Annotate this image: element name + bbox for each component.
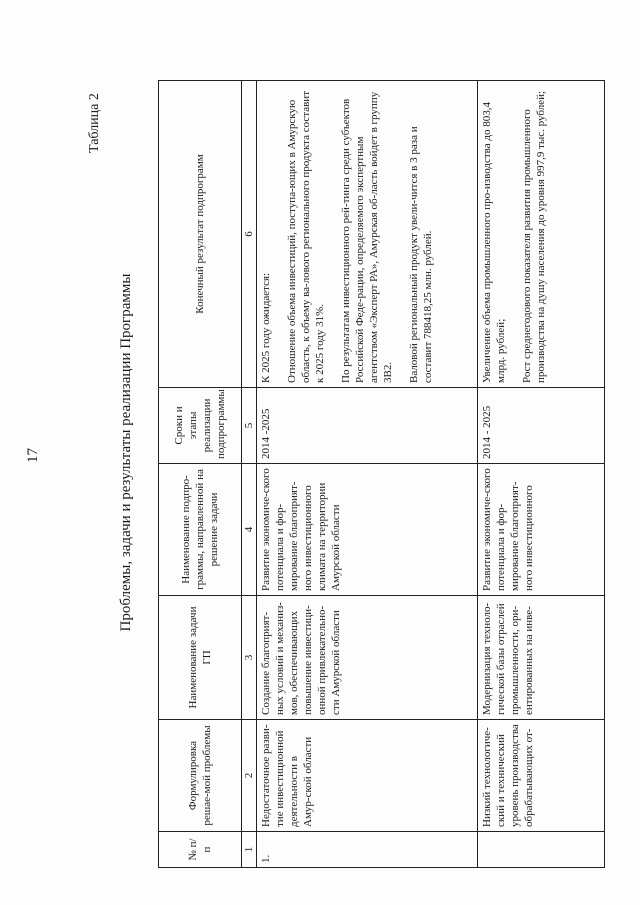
subprogram-cell: Развитие экономиче-ского потенциала и фор-мирование благоприят-ного инвестиционного климата на территории Амурской области [257, 464, 478, 596]
header-subprogram: Наименование подпро-граммы, направленной на решение задачи [159, 464, 242, 596]
column-number: 3 [242, 596, 257, 720]
header-period: Сроки и этапы реализации подпрограммы [159, 388, 242, 464]
header-result: Конечный результат подпрограмм [159, 81, 242, 388]
period-cell: 2014 -2025 [257, 388, 478, 464]
table-header-row [159, 81, 242, 868]
column-number: 4 [242, 464, 257, 596]
header-problem: Формулировка решае-мой проблемы [159, 720, 242, 832]
table-row [478, 81, 605, 868]
subprogram-cell: Развитие экономиче-ского потенциала и фор-мирование благоприят-ного инвестиционного [478, 464, 605, 596]
row-number: 1. [257, 832, 478, 868]
header-num: № п/п [159, 832, 242, 868]
table-row [257, 81, 478, 868]
result-cell [257, 81, 478, 388]
row-number [478, 832, 605, 868]
task-cell: Модернизация техноло-гической базы отраслей промышленности, ори-ентированных на инве- [478, 596, 605, 720]
results-table [158, 80, 605, 868]
result-cell [478, 81, 605, 388]
column-number: 2 [242, 720, 257, 832]
column-number: 5 [242, 388, 257, 464]
document-title: Проблемы, задачи и результаты реализации Программы [118, 273, 134, 632]
result-paragraph: Отношение объема инвестиций, поступа-ющих в Амурскую область, к объему ва-лового регионального продукта составит к 2025 году 31%. [286, 90, 326, 383]
result-paragraph: К 2025 году ожидается: [260, 272, 272, 383]
problem-cell: Низкий технологиче-ский и технический уровень производства обрабатывающих от- [478, 720, 605, 832]
header-task: Наименование задачи ГП [159, 596, 242, 720]
result-paragraph: Рост среднегодового показателя развития промышленного производства на душу населения до уровня 997,9 тыс. рублей; [521, 90, 547, 383]
table-label: Таблица 2 [87, 93, 102, 153]
column-numbers-row [242, 81, 257, 868]
result-paragraph: Увеличение объема промышленного про-изводства до 803,4 млрд. рублей; [481, 102, 507, 383]
result-paragraph: По результатам инвестиционного рей-тинга среди субъектов Российской Феде-рации, определяемого экспертным агентством «Эксперт РА», Амурская об-ласть войдет в группу 3В2. [340, 91, 394, 383]
column-number: 6 [242, 81, 257, 388]
problem-cell: Недостаточное разви-тие инвестиционной деятельности в Амур-ской области [257, 720, 478, 832]
task-cell: Создание благоприят-ных условий и механиз-мов, обеспечивающих повышение инвестици-онной привлекательно-сти Амурской области [257, 596, 478, 720]
column-number: 1 [242, 832, 257, 868]
result-paragraph: Валовой региональный продукт увели-чится в 3 раза и составит 788418,25 млн. рублей. [408, 126, 434, 383]
page-number: 17 [25, 448, 41, 463]
period-cell: 2014 - 2025 [478, 388, 605, 464]
